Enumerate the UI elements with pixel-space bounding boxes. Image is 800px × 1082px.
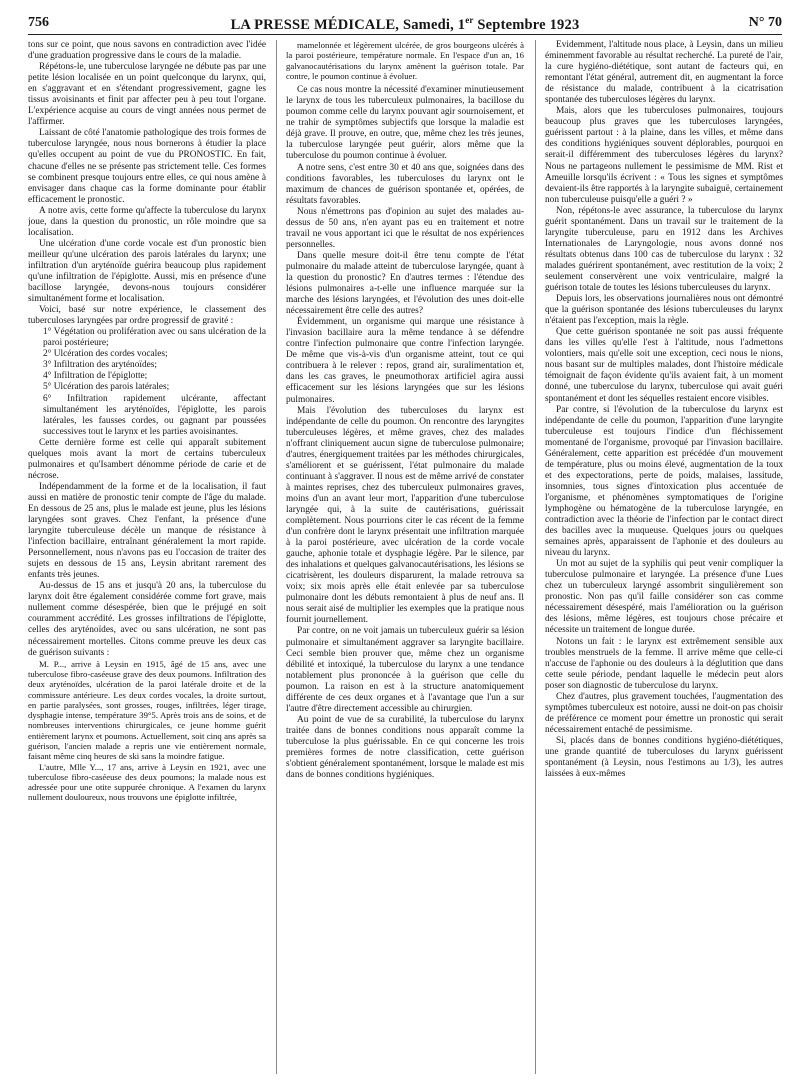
list-item: 4° Infiltration de l'épiglotte; [43, 371, 148, 382]
journal-title-date: Septembre 1923 [473, 16, 580, 33]
list-item: 2° Ulcération des cordes vocales; [43, 349, 168, 360]
running-header [28, 14, 782, 35]
paragraph: Évidemment, un organisme qui marque une résistance à l'invasion bacillaire aura la même tendance à se défendre contre l'infection pulmonaire que contre l'infection laryngée. De même que vis-à-vis d'un organisme atteint, tout ce qui contribuera à le relever : repos, grand air, suralimentation et, dans les cas graves, le pneumothorax artificiel agira aussi efficacement sur les lésions laryngées que sur les lésions pulmonaires. [286, 317, 524, 405]
paragraph: Cette dernière forme est celle qui apparaît subitement quelques mois avant la mort de certains tuberculeux pulmonaires et qu'Isambert dénomme période de carie et de nécrose. [28, 437, 266, 481]
paragraph: Par contre, on ne voit jamais un tuberculeux guérir sa lésion pulmonaire et simultanément aggraver sa laryngite bacillaire. Ceci semble bien prouver que, même chez un organisme débilité et intoxiqué, la tuberculose du larynx a une tendance notablement plus prononcée à la guérison que celle du poumon. La raison en est à la structure anatomiquement différente de ces deux organes et à l'avantage que l'un a sur l'autre d'être directement accessible au chirurgien. [286, 626, 524, 714]
paragraph: Depuis lors, les observations journalières nous ont démontré que la guérison spontanée des lésions tuberculeuses du larynx n'étaient pas l'exception, mais la règle. [545, 294, 783, 327]
case-report-paragraph: L'autre, Mlle Y..., 17 ans, arrive à Leysin en 1921, avec une tuberculose fibro-caséeuse des deux poumons; la malade nous est adressée pour une otite suppurée chronique. A l'examen du larynx nullement douloureux, nous trouvons une épiglotte infiltrée, [28, 761, 266, 803]
paragraph: Une ulcération d'une corde vocale est d'un pronostic bien meilleur qu'une ulcération des parois latérales du larynx; une infiltration d'un aryténoïde guérira beaucoup plus rapidement qu'une infiltration de l'épiglotte. Aussi, mis en présence d'une bacillose laryngée, devons-nous toujours considérer simultanément forme et localisation. [28, 238, 266, 305]
paragraph: Que cette guérison spontanée ne soit pas aussi fréquente dans les villes qu'elle l'est à l'altitude, nous l'admettons volontiers, mais qu'elle soit une exception, ceci nous le nions, nous basant sur de multiples malades, dont l'histoire médicale témoignait de façon évidente qu'ils avaient fait, à un moment donné, une tuberculose du larynx, tuberculose qui avait guéri spontanément et dont les séquelles restaient encore visibles. [545, 327, 783, 404]
paragraph: Répétons-le, une tuberculose laryngée ne débute pas par une petite lésion localisée en un point quelconque du larynx, qui, en s'aggravant et en s'étendant progressivement, gagne les tissus avoisinants et finit par affecter peu à peu tout l'organe. L'expérience acquise au cours de vingt années nous permet de l'affirmer. [28, 62, 266, 128]
journal-title [28, 15, 782, 34]
paragraph: Si, placés dans de bonnes conditions hygiéno-diététiques, une grande quantité de tuberculoses du larynx guérissent spontanément (à Leysin, nous l'estimons au 1/3), les autres laissées à eux-mêmes [545, 735, 783, 780]
paragraph: Notons un fait : le larynx est extrêmement sensible aux troubles menstruels de la femme. Il arrive même que celle-ci n'accuse de l'aphonie ou des douleurs à la déglutition que dans cette seule période, pendant laquelle le médecin peut alors poser son diagnostic de tuberculose du larynx. [545, 636, 783, 691]
case-report-paragraph: mamelonnée et légèrement ulcérée, de gros bourgeons ulcérés à la paroi postérieure, température normale. En l'espace d'un an, 16 galvanocautérisations du larynx amènent la guérison totale. Par contre, le poumon continue à évoluer. [286, 40, 524, 81]
paragraph: tons sur ce point, que nous savons en contradiction avec l'idée d'une graduation progressive dans le cours de la maladie. [28, 40, 266, 62]
paragraph: Voici, basé sur notre expérience, le classement des tuberculoses laryngées par ordre progressif de gravité : [28, 305, 266, 327]
list-item: 6° Infiltration rapidement ulcérante, affectant simultanément les aryténoïdes, l'épiglotte, les parois latérales, les fausses cordes, ou gagnant par poussées successives tout le larynx et les parties avoisinantes. [43, 393, 266, 437]
paragraph: Au point de vue de sa curabilité, la tuberculose du larynx traitée dans de bonnes conditions nous apparaît comme la tuberculose la plus guérissable. En ce qui concerne les trois premières formes de notre classification, cette guérison s'obtient généralement spontanément, lorsque le malade est mis dans de bonnes conditions hygiéniques. [286, 714, 524, 781]
paragraph: Nous n'émettrons pas d'opinion au sujet des malades au-dessus de 50 ans, n'en ayant pas eu en traitement et notre travail ne vous apportant ici que le résultat de nos expériences personnelles. [286, 206, 524, 250]
column-3 [545, 40, 783, 1074]
list-item: 3° Infiltration des aryténoïdes; [43, 360, 158, 371]
list-item: 1° Végétation ou prolifération avec ou sans ulcération de la paroi postérieure; [43, 327, 266, 349]
paragraph: Indépendamment de la forme et de la localisation, il faut aussi en matière de pronostic tenir compte de l'âge du malade. En dessous de 25 ans, plus le malade est jeune, plus les lésions laryngées sont graves. Chez l'enfant, la présence d'une laryngite tuberculeuse décèle un manque de résistance à l'infection bacillaire, entraînant généralement la mort rapide. Personnellement, nous n'avons pas eu l'occasion de traiter des sujets en dessous de 15 ans, Leysin abritant rarement des enfants très jeunes. [28, 481, 266, 581]
paragraph: Un mot au sujet de la syphilis qui peut venir compliquer la tuberculose pulmonaire et laryngée. La présence d'une Lues chez un tuberculeux laryngé assombrit singulièrement son pronostic. Non pas qu'il faille considérer son cas comme nécessairement désespéré, mais l'amélioration ou la guérison des lésions, même légères, est toujours chose précaire et nécessite un traitement de longue durée. [545, 559, 783, 636]
paragraph: Évidemment, l'altitude nous place, à Leysin, dans un milieu éminemment favorable au résultat recherché. La pureté de l'air, la cure hygiéno-diététique, sont autant de facteurs qui, en remontant l'état général, autrement dit, en augmentant la force de résistance du malade, contribuent à la cicatrisation spontanée des tuberculoses légères du larynx. [545, 40, 783, 106]
paragraph: Ce cas nous montre la nécessité d'examiner minutieusement le larynx de tous les tuberculeux pulmonaires, la bacillose du poumon comme celle du larynx pouvant agir sournoisement, et ne trahir de symptômes subjectifs que lorsque la maladie est déjà grave. Il prouve, en outre, que, même chez les très jeunes, la tuberculose laryngée peut guérir, alors même que la tuberculose du poumon continue à évoluer. [286, 85, 524, 162]
issue-number: N° 70 [748, 15, 782, 30]
column-1 [28, 40, 266, 1074]
paragraph: Mais, alors que les tuberculoses pulmonaires, toujours beaucoup plus graves que les tuberculoses laryngées, guérissent partout : à la plaine, dans les villes, et même dans des conditions hygiéniques souvent déplorables, pourquoi en serait-il différemment des tuberculoses légères du larynx? Nous ne partageons nullement le pessimisme de MM. Rist et Ameuille lorsqu'ils écrivent : « Tous les signes et symptômes devaient-ils être rapportés à la laryngite subaiguë, certainement non tuberculeuse puisqu'elle a guéri ? » [545, 106, 783, 205]
paragraph: Dans quelle mesure doit-il être tenu compte de l'état pulmonaire du malade atteint de tuberculose laryngée, quant à la question du pronostic? En d'autres termes : l'étendue des lésions pulmonaires a-t-elle une influence marquée sur la marche des lésions laryngées, et l'évolution des unes doit-elle nécessairement être celle des autres? [286, 250, 524, 317]
paragraph: Par contre, si l'évolution de la tuberculose du larynx est indépendante de celle du poumon, l'apparition d'une laryngite tuberculeuse est toujours l'indice d'un fléchissement momentané de l'organisme, provoqué par l'invasion bacillaire. Généralement, cette apparition est précédée d'un mouvement de température, plus ou moins élevé, augmentation de la toux et des expectorations, perte de poids, malaises, lassitude, insomnies, tous signes d'intoxication plus accentuée de l'organisme, et phénomènes symptomatiques de l'origine lymphogène ou hématogène de la tuberculose laryngée, en contradiction avec la théorie de l'infection par le contact direct des bacilles avec la muqueuse. Quelques jours ou quelques semaines après, apparaissent de l'aphonie et des douleurs au niveau du larynx. [545, 404, 783, 559]
paragraph: Non, répétons-le avec assurance, la tuberculose du larynx guérit spontanément. Dans un travail sur le traitement de la laryngite tuberculeuse, paru en 1912 dans les Archives Internationales de Laryngologie, nous avons donné nos résultats obtenus dans 100 cas de tuberculose du larynx : 32 malades guérirent spontanément, avec restitution de la voix; 2 seulement conservèrent une voix ventriculaire, malgré la guérison totale de toutes les lésions tuberculeuses du larynx. [545, 205, 783, 294]
journal-title-text: LA PRESSE MÉDICALE, Samedi, 1 [230, 16, 466, 33]
paragraph: Mais l'évolution des tuberculoses du larynx est indépendante de celle du poumon. On rencontre des laryngites tuberculeuses légères, et même graves, chez des malades n'offrant cliniquement aucun signe de tuberculose pulmonaire; d'autres, énergiquement traitées par les méthodes chirurgicales, s'améliorent et se guérissent, l'état pulmonaire du malade continuant à s'aggraver. Il nous est de même arrivé de constater à maintes reprises, chez des tuberculeux pulmonaires graves, moins d'un an avant leur mort, l'apparition d'une tuberculose laryngée qui, à la suite de cautérisations, guérissait complètement. Nous pourrions citer le cas récent de la femme d'un confrère dont le larynx présentait une infiltration marquée à la paroi postérieure, avec ulcération de la corde vocale gauche, aphonie totale et dysphagie légère. Par le silence, par des inhalations et quelques galvanocautérisations, les lésions se cicatrisèrent, les douleurs disparurent, la malade retrouva sa voix; six mois après elle était enlevée par sa tuberculose pulmonaire dont les débuts remontaient à plus de neuf ans. Il nous serait aisé de multiplier les exemples que la pratique nous fournit journellement. [286, 405, 524, 626]
paragraph: A notre sens, c'est entre 30 et 40 ans que, soignées dans des conditions favorables, les tuberculoses du larynx ont le maximum de chances de guérison spontanée et, opérées, de résultats favorables. [286, 162, 524, 206]
page-number: 756 [28, 15, 49, 30]
case-report-paragraph: M. P..., arrive à Leysin en 1915, âgé de 15 ans, avec une tuberculose fibro-caséeuse grave des deux poumons. Infiltration des deux aryténoïdes, ulcération de la paroi latérale droite et de la commissure antérieure. Les deux cordes vocales, la droite surtout, en partie paralysées, sont grosses, rouges, infiltrées, léger tirage, dysphagie intense, température 39°5. Après trois ans de soins, et de nombreuses interventions chirurgicales, ce jeune homme guérit entièrement larynx et poumons. Actuellement, soit cinq ans après sa guérison, l'ancien malade a repris une vie entièrement normale, faisant même cinq heures de ski sans la moindre fatigue. [28, 658, 266, 762]
paragraph: A notre avis, cette forme qu'affecte la tuberculose du larynx joue, dans la question du pronostic, un rôle moindre que sa localisation. [28, 205, 266, 238]
paragraph: Laissant de côté l'anatomie pathologique des trois formes de tuberculose laryngée, nous nous bornerons à étudier la place qu'elles occupent au point de vue du PRONOSTIC. En fait, chacune d'elles ne se présente pas strictement telle. Ces formes se combinent presque toujours entre elles, ce qui nous amène à envisager dans chaque cas la forme dominante pour établir efficacement le pronostic. [28, 128, 266, 205]
article-body [28, 40, 783, 1074]
paragraph: Au-dessus de 15 ans et jusqu'à 20 ans, la tuberculose du larynx doit être également considérée comme fort grave, mais nullement comme désespérée, bien que le préjugé en soit couramment accrédité. Les grosses infiltrations de l'épiglotte, celles des aryténoïdes, avec ou sans ulcération, ne sont pas nécessairement mortelles. Citons comme preuve les deux cas de guérison suivants : [28, 581, 266, 658]
column-2 [286, 40, 524, 1074]
paragraph: Chez d'autres, plus gravement touchées, l'augmentation des symptômes tuberculeux est notoire, aussi ne doit-on pas choisir de préférence ce moment pour émettre un pronostic qui serait nécessairement entaché de pessimisme. [545, 691, 783, 735]
journal-title-sup: er [465, 15, 474, 25]
list-item: 5° Ulcération des parois latérales; [43, 382, 170, 393]
